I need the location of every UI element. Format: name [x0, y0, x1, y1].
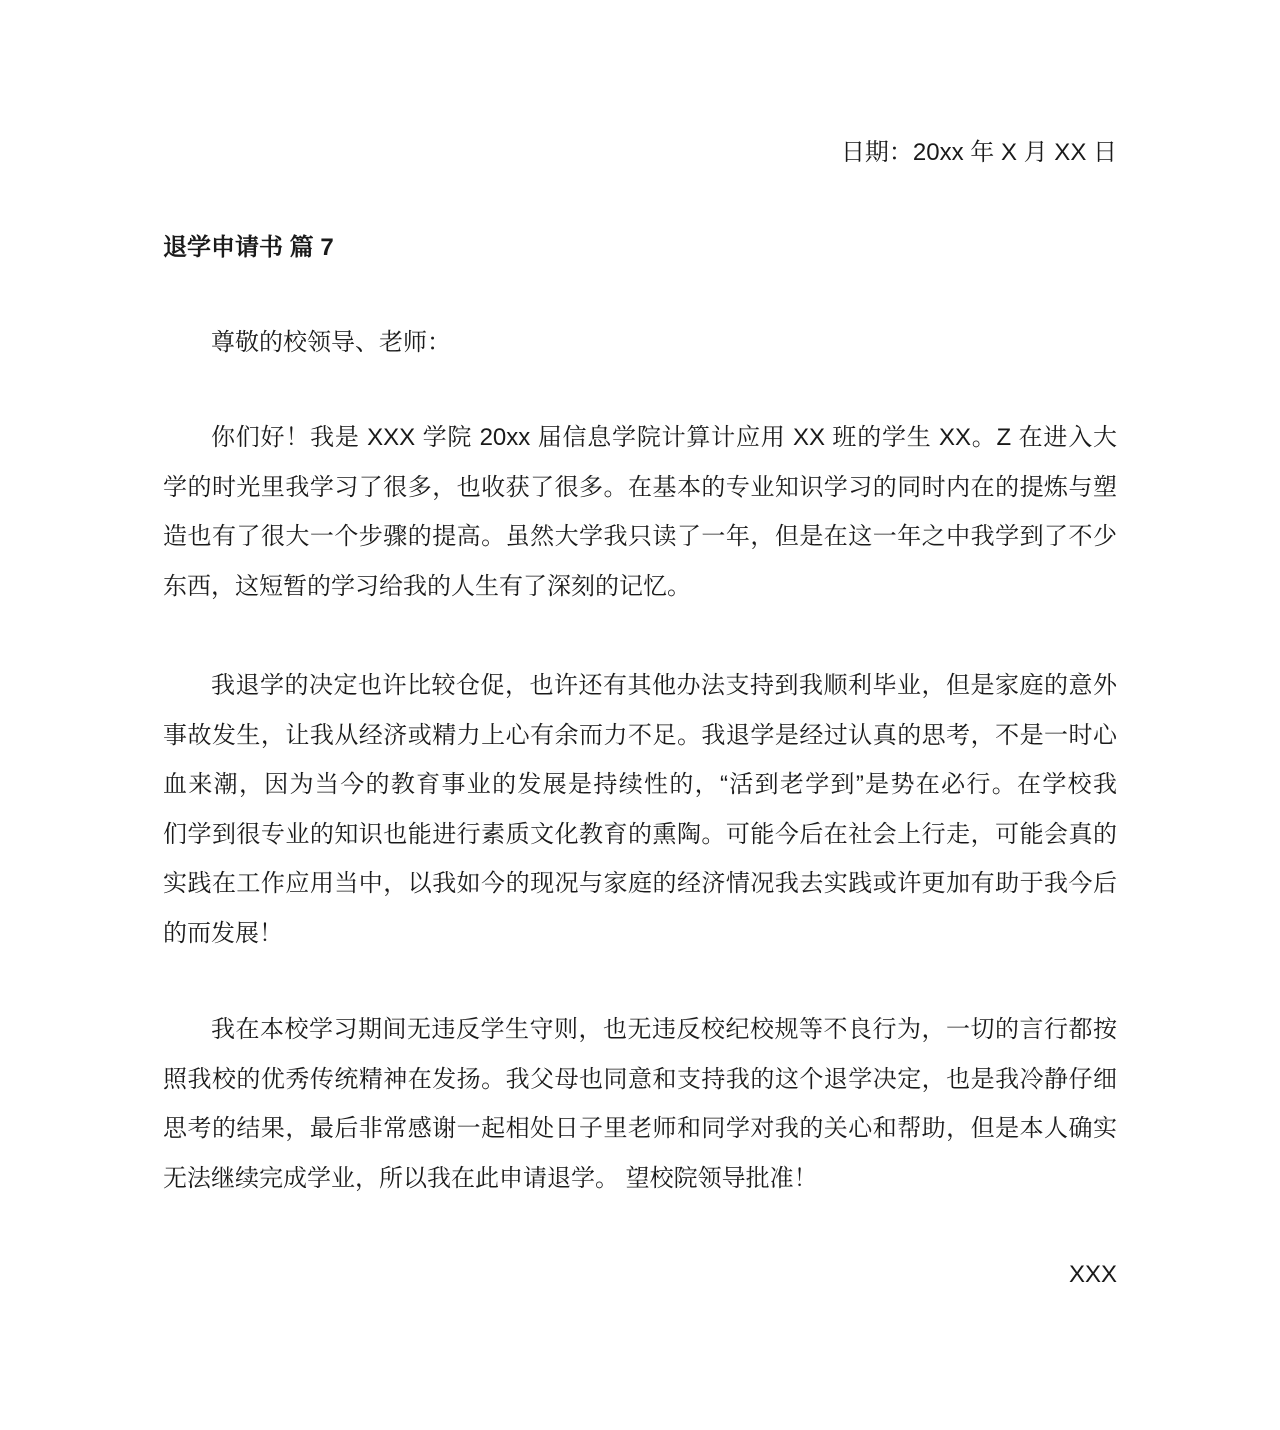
signature-text: XXX: [1068, 1261, 1117, 1288]
paragraph-line: 东西，这短暂的学习给我的人生有了深刻的记忆。: [163, 572, 691, 600]
paragraph-line: 我退学的决定也许比较仓促，也许还有其他办法支持到我顺利毕业，但是家庭的意外: [211, 672, 1117, 699]
paragraph-3: [163, 1005, 1117, 1203]
greeting: [163, 318, 1117, 368]
paragraph-line: 的而发展！: [163, 919, 283, 947]
date-line: [163, 128, 1117, 178]
paragraph-line: 们学到很专业的知识也能进行素质文化教育的熏陶。可能今后在社会上行走，可能会真的: [163, 820, 1117, 848]
paragraph-line: 你们好！我是 XXX 学院 20xx 届信息学院计算计应用 XX 班的学生 XX。Z 在进入大: [211, 424, 1117, 451]
paragraph-line: 血来潮，因为当今的教育事业的发展是持续性的，“活到老学到”是势在必行。在学校我: [163, 771, 1117, 799]
paragraph-line: 实践在工作应用当中，以我如今的现况与家庭的经济情况我去实践或许更加有助于我今后: [163, 870, 1117, 898]
paragraph-line: 造也有了很大一个步骤的提高。虽然大学我只读了一年，但是在这一年之中我学到了不少: [163, 523, 1117, 551]
paragraph-line: 事故发生，让我从经济或精力上心有余而力不足。我退学是经过认真的思考，不是一时心: [163, 721, 1117, 749]
paragraph-line: 我在本校学习期间无违反学生守则，也无违反校纪校规等不良行为，一切的言行都按: [211, 1016, 1117, 1043]
paragraph-1: [163, 413, 1117, 611]
paragraph-line: 照我校的优秀传统精神在发扬。我父母也同意和支持我的这个退学决定，也是我冷静仔细: [163, 1065, 1117, 1093]
document-title: [163, 223, 1117, 273]
signature: [163, 1250, 1117, 1300]
paragraph-line: 思考的结果，最后非常感谢一起相处日子里老师和同学对我的关心和帮助，但是本人确实: [163, 1115, 1117, 1143]
paragraph-line: 学的时光里我学习了很多，也收获了很多。在基本的专业知识学习的同时内在的提炼与塑: [163, 473, 1117, 501]
greeting-text: 尊敬的校领导、老师：: [211, 329, 451, 356]
title-text: 退学申请书 篇 7: [163, 234, 334, 261]
paragraph-2: [163, 661, 1117, 959]
date-text: 日期：20xx 年 X 月 XX 日: [840, 139, 1117, 166]
paragraph-line: 无法继续完成学业，所以我在此申请退学。 望校院领导批准！: [163, 1164, 818, 1192]
